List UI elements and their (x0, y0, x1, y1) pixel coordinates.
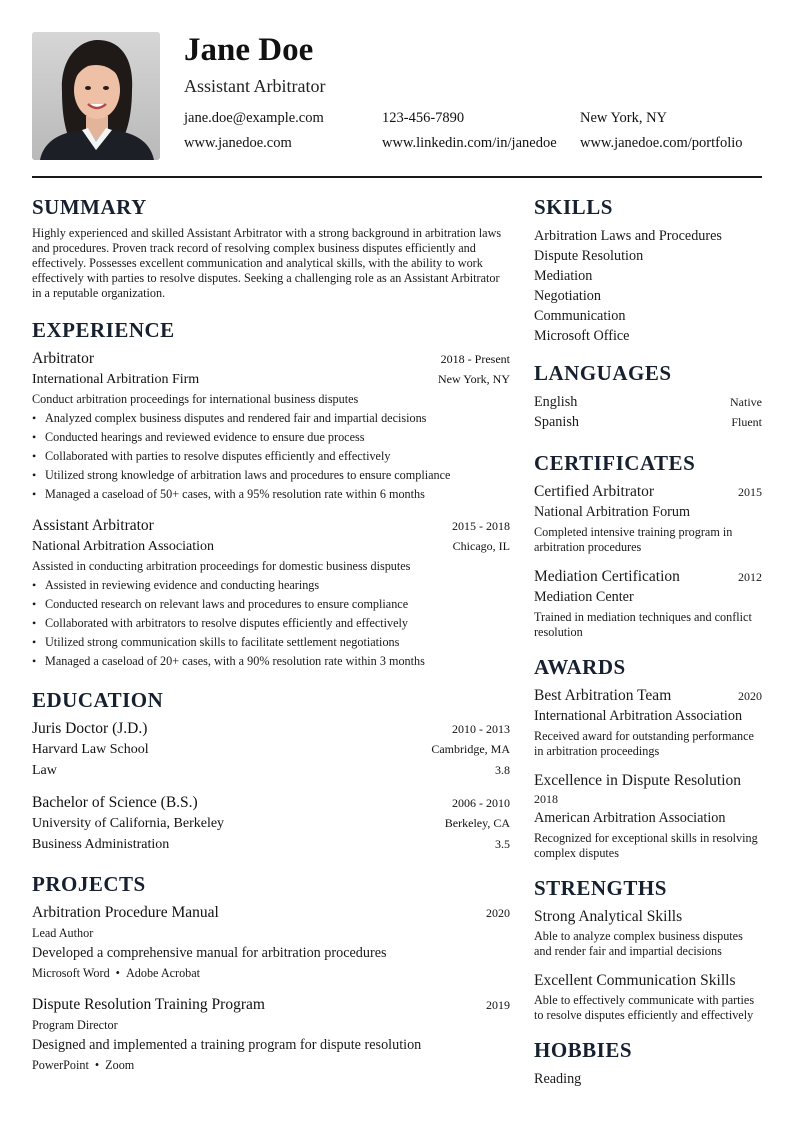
job-bullet: • Assisted in reviewing evidence and conducting hearings (32, 576, 510, 595)
project-tool: Zoom (105, 1058, 135, 1072)
certificate-issuer: National Arbitration Forum (534, 504, 691, 520)
project-year: 2019 (486, 998, 510, 1012)
award-description: Received award for outstanding performance in arbitration proceedings (534, 729, 754, 758)
contact-email[interactable]: jane.doe@example.com (184, 110, 324, 126)
project-role: Program Director (32, 1018, 118, 1032)
tool-separator: • (94, 1058, 100, 1072)
project-entry (32, 903, 510, 983)
project-tool: Microsoft Word (32, 966, 110, 980)
project-entry (32, 995, 510, 1075)
school-location: Cambridge, MA (431, 742, 510, 756)
award-description: Recognized for exceptional skills in resolving complex disputes (534, 831, 758, 860)
job-bullets (32, 409, 510, 504)
job-bullet: • Utilized strong communication skills to facilitate settlement negotiations (32, 633, 510, 652)
resume-header (32, 32, 762, 162)
certificates-section (534, 450, 762, 640)
strengths-heading: STRENGTHS (534, 876, 667, 900)
language-name: English (534, 394, 578, 410)
languages-heading: LANGUAGES (534, 361, 672, 385)
project-tools (32, 963, 510, 983)
right-column (534, 194, 762, 1089)
strength-title: Excellent Communication Skills (534, 972, 736, 989)
education-heading: EDUCATION (32, 688, 164, 712)
skill-item: Mediation (534, 268, 593, 284)
job-bullet: • Managed a caseload of 50+ cases, with a 95% resolution rate within 6 months (32, 485, 510, 504)
job-bullets (32, 576, 510, 671)
portrait-image (32, 32, 160, 160)
job-bullet: • Conducted hearings and reviewed evidence to ensure due process (32, 428, 510, 447)
education-dates: 2010 - 2013 (452, 722, 510, 736)
awards-section (534, 654, 762, 861)
strength-description: Able to effectively communicate with parties to resolve disputes efficiently and effectively (534, 993, 755, 1022)
contact-linkedin[interactable]: www.linkedin.com/in/janedoe (382, 135, 557, 151)
project-title: Arbitration Procedure Manual (32, 904, 219, 921)
skills-section (534, 194, 762, 346)
strength-title: Strong Analytical Skills (534, 908, 683, 925)
certificate-title: Mediation Certification (534, 568, 680, 585)
job-bullet: • Utilized strong knowledge of arbitration laws and procedures to ensure compliance (32, 466, 510, 485)
award-entry (534, 686, 762, 759)
experience-section (32, 317, 510, 671)
header-divider (32, 176, 762, 178)
skill-item: Negotiation (534, 288, 601, 304)
summary-text: Highly experienced and skilled Assistant Arbitrator with a strong background in arbitration laws and procedures. Proven track record of resolving complex business disputes efficiently and effectively. Possesses excellent communication and analytical skills, with the ability to work effectively with parties to resolve disputes. Seeking a challenging role as an Assistant Arbitrator in a reputable organization. (32, 226, 502, 300)
certificate-entry (534, 482, 762, 555)
project-tools (32, 1055, 510, 1075)
hobby-item: Reading (534, 1071, 582, 1087)
contact-location: New York, NY (580, 110, 668, 126)
project-role: Lead Author (32, 926, 94, 940)
education-entry (32, 793, 510, 855)
candidate-name: Jane Doe (184, 32, 314, 68)
job-bullet: • Managed a caseload of 20+ cases, with a 90% resolution rate within 3 months (32, 652, 510, 671)
contact-website[interactable]: www.janedoe.com (184, 135, 292, 151)
language-name: Spanish (534, 414, 579, 430)
certificates-heading: CERTIFICATES (534, 451, 696, 475)
project-description: Developed a comprehensive manual for arbitration procedures (32, 945, 387, 961)
award-year: 2020 (738, 689, 762, 703)
language-item (534, 392, 762, 412)
projects-section (32, 871, 510, 1075)
field-of-study: Law (32, 763, 57, 778)
certificate-entry (534, 567, 762, 640)
school: University of California, Berkeley (32, 816, 225, 831)
gpa: 3.8 (495, 763, 510, 777)
skill-item: Dispute Resolution (534, 248, 644, 264)
skill-item: Arbitration Laws and Procedures (534, 228, 722, 244)
project-year: 2020 (486, 906, 510, 920)
award-title: Best Arbitration Team (534, 687, 672, 704)
skill-item: Communication (534, 308, 626, 324)
award-entry (534, 771, 762, 861)
project-tool: Adobe Acrobat (125, 966, 201, 980)
award-issuer: American Arbitration Association (534, 810, 726, 826)
project-description: Designed and implemented a training program for dispute resolution (32, 1037, 422, 1053)
job-dates: 2018 - Present (440, 352, 510, 366)
languages-section (534, 360, 762, 432)
skills-heading: SKILLS (534, 195, 613, 219)
gpa: 3.5 (495, 837, 510, 851)
job-description: Assisted in conducting arbitration proceedings for domestic business disputes (32, 559, 411, 573)
certificate-title: Certified Arbitrator (534, 483, 655, 500)
job-bullet: • Conducted research on relevant laws and procedures to ensure compliance (32, 595, 510, 614)
job-title: Assistant Arbitrator (32, 517, 154, 534)
profile-photo (32, 32, 160, 160)
job-organization: International Arbitration Firm (32, 372, 200, 387)
hobbies-heading: HOBBIES (534, 1038, 633, 1062)
job-entry (32, 349, 510, 504)
strength-description: Able to analyze complex business disputes and render fair and impartial decisions (534, 929, 743, 958)
candidate-title: Assistant Arbitrator (184, 76, 326, 96)
job-description: Conduct arbitration proceedings for international business disputes (32, 392, 359, 406)
language-item (534, 412, 762, 432)
job-entry (32, 516, 510, 671)
job-bullet: • Analyzed complex business disputes and rendered fair and impartial decisions (32, 409, 510, 428)
hobbies-section (534, 1037, 762, 1089)
degree: Juris Doctor (J.D.) (32, 720, 148, 737)
job-location: New York, NY (437, 372, 510, 386)
award-issuer: International Arbitration Association (534, 708, 743, 724)
projects-heading: PROJECTS (32, 872, 146, 896)
certificate-issuer: Mediation Center (534, 589, 634, 605)
skill-item: Microsoft Office (534, 328, 630, 344)
certificate-description: Trained in mediation techniques and conflict resolution (534, 610, 752, 639)
awards-heading: AWARDS (534, 655, 626, 679)
school: Harvard Law School (32, 742, 149, 757)
experience-heading: EXPERIENCE (32, 318, 175, 342)
strengths-section (534, 875, 762, 1023)
left-column (32, 194, 510, 1075)
summary-section (32, 194, 510, 301)
education-dates: 2006 - 2010 (452, 796, 510, 810)
award-title: Excellence in Dispute Resolution (534, 772, 742, 789)
job-location: Chicago, IL (452, 539, 510, 553)
tool-separator: • (115, 966, 120, 980)
project-title: Dispute Resolution Training Program (32, 996, 265, 1013)
contact-portfolio[interactable]: www.janedoe.com/portfolio (580, 135, 743, 151)
strength-entry (534, 971, 762, 1023)
job-dates: 2015 - 2018 (452, 519, 510, 533)
education-section (32, 687, 510, 855)
job-organization: National Arbitration Association (32, 539, 214, 554)
project-tool: PowerPoint (32, 1058, 89, 1072)
award-year: 2018 (534, 792, 558, 806)
certificate-year: 2012 (738, 570, 762, 584)
language-level: Native (730, 395, 762, 409)
strength-entry (534, 907, 762, 959)
field-of-study: Business Administration (32, 837, 170, 852)
certificate-year: 2015 (738, 485, 762, 499)
degree: Bachelor of Science (B.S.) (32, 794, 198, 811)
contact-phone[interactable]: 123-456-7890 (382, 110, 465, 126)
job-bullet: • Collaborated with parties to resolve disputes efficiently and effectively (32, 447, 510, 466)
job-title: Arbitrator (32, 350, 94, 367)
job-bullet: • Collaborated with arbitrators to resolve disputes efficiently and effectively (32, 614, 510, 633)
summary-heading: SUMMARY (32, 195, 147, 219)
school-location: Berkeley, CA (444, 816, 510, 830)
education-entry (32, 719, 510, 781)
certificate-description: Completed intensive training program in arbitration procedures (534, 525, 733, 554)
language-level: Fluent (731, 415, 762, 429)
